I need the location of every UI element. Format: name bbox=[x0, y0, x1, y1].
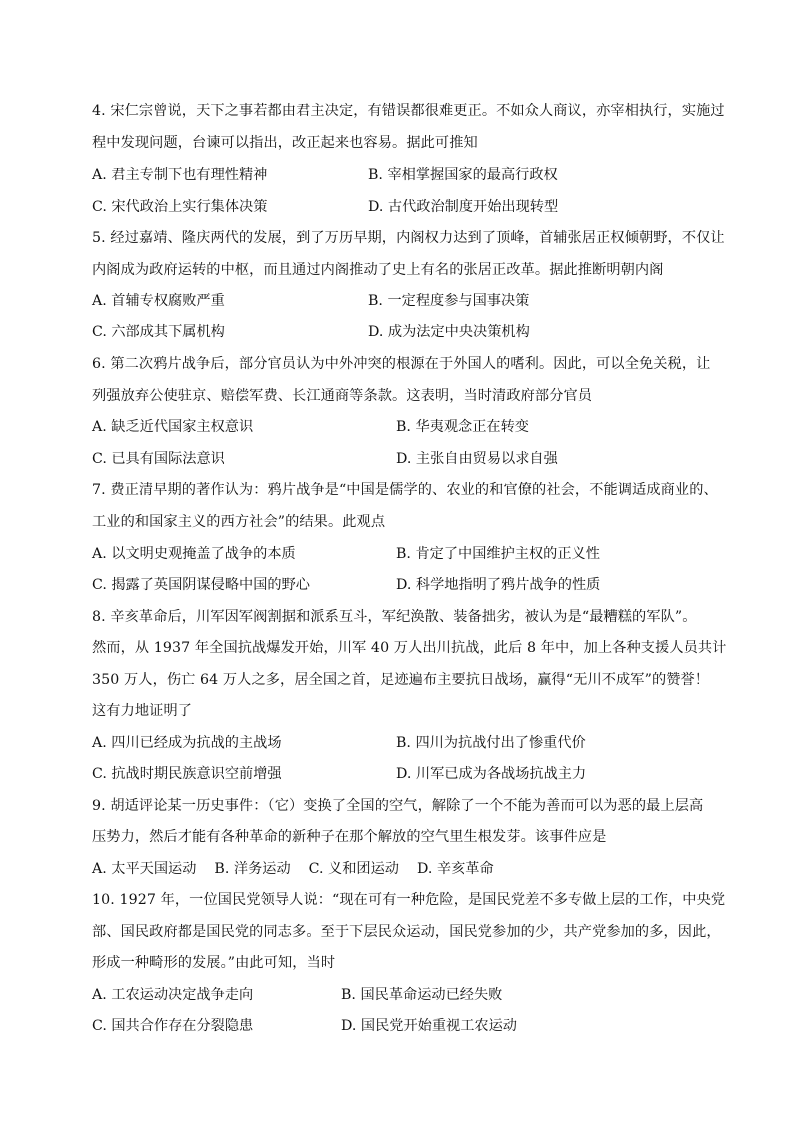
question-10-option-d: D. 国民党开始重视工农运动 bbox=[341, 1018, 517, 1034]
question-4-option-a: A. 君主专制下也有理性精神 bbox=[92, 167, 268, 183]
question-6-option-d: D. 主张自由贸易以求自强 bbox=[396, 451, 558, 467]
question-7-option-a: A. 以文明史观掩盖了战争的本质 bbox=[92, 546, 296, 562]
question-8-option-c: C. 抗战时期民族意识空前增强 bbox=[92, 766, 282, 782]
question-9-line-2: 压势力，然后才能有各种革命的新种子在那个解放的空气里生根发芽。该事件应是 bbox=[92, 829, 607, 845]
question-4-line-1: 4. 宋仁宗曾说，天下之事若都由君主决定，有错误都很难更正。不如众人商议，亦宰相执行，实施过 bbox=[92, 103, 725, 119]
question-7-option-c: C. 揭露了英国阴谋侵略中国的野心 bbox=[92, 577, 310, 593]
question-5-line-2: 内阁成为政府运转的中枢，而且通过内阁推动了史上有名的张居正改革。据此推断明朝内阁 bbox=[92, 262, 664, 278]
question-4-option-c: C. 宋代政治上实行集体决策 bbox=[92, 199, 268, 215]
question-6-line-1: 6. 第二次鸦片战争后，部分官员认为中外冲突的根源在于外国人的嗜利。因此，可以全免关税，让 bbox=[92, 356, 711, 372]
question-8-option-b: B. 四川为抗战付出了惨重代价 bbox=[396, 735, 586, 751]
question-6-option-b: B. 华夷观念正在转变 bbox=[396, 419, 529, 435]
question-8-line-4: 这有力地证明了 bbox=[92, 703, 193, 719]
question-9-line-1: 9. 胡适评论某一历史事件：（它）变换了全国的空气，解除了一个不能为善而可以为恶的最上层高 bbox=[92, 798, 704, 814]
question-7-line-1: 7. 费正清早期的著作认为：鸦片战争是“中国是儒学的、农业的和官僚的社会，不能调适成商业的、 bbox=[92, 482, 718, 498]
question-10-line-3: 形成一种畸形的发展。”由此可知，当时 bbox=[92, 955, 336, 971]
question-7-line-2: 工业的和国家主义的西方社会”的结果。此观点 bbox=[92, 514, 386, 530]
question-5-option-a: A. 首辅专权腐败严重 bbox=[92, 293, 225, 309]
question-9-options: A. 太平天国运动 B. 洋务运动 C. 义和团运动 D. 辛亥革命 bbox=[92, 861, 494, 877]
question-4-line-2: 程中发现问题，台谏可以指出，改正起来也容易。据此可推知 bbox=[92, 135, 478, 151]
question-8-option-a: A. 四川已经成为抗战的主战场 bbox=[92, 735, 282, 751]
question-5-option-c: C. 六部成其下属机构 bbox=[92, 324, 225, 340]
question-7-option-d: D. 科学地指明了鸦片战争的性质 bbox=[396, 577, 601, 593]
question-8-line-2: 然而，从 1937 年全国抗战爆发开始，川军 40 万人出川抗战，此后 8 年中，加上各种支援人员共计 bbox=[92, 640, 727, 656]
question-10-option-c: C. 国共合作存在分裂隐患 bbox=[92, 1018, 254, 1034]
question-10-line-2: 部、国民政府都是国民党的同志多。至于下层民众运动，国民党参加的少，共产党参加的多，因此， bbox=[92, 924, 721, 940]
question-10-option-a: A. 工农运动决定战争走向 bbox=[92, 987, 254, 1003]
question-5-option-b: B. 一定程度参与国事决策 bbox=[368, 293, 530, 309]
question-6-line-2: 列强放弃公使驻京、赔偿军费、长江通商等条款。这表明，当时清政府部分官员 bbox=[92, 388, 593, 404]
question-5-line-1: 5. 经过嘉靖、隆庆两代的发展，到了万历早期，内阁权力达到了顶峰，首辅张居正权倾朝野，不仅让 bbox=[92, 230, 725, 246]
question-8-option-d: D. 川军已成为各战场抗战主力 bbox=[396, 766, 587, 782]
question-5-option-d: D. 成为法定中央决策机构 bbox=[368, 324, 530, 340]
question-7-option-b: B. 肯定了中国维护主权的正义性 bbox=[396, 546, 600, 562]
question-4-option-b: B. 宰相掌握国家的最高行政权 bbox=[368, 167, 558, 183]
question-10-line-1: 10. 1927 年，一位国民党领导人说：“现在可有一种危险，是国民党差不多专做上层的工作，中央党 bbox=[92, 892, 726, 908]
question-8-line-1: 8. 辛亥革命后，川军因军阀割据和派系互斗，军纪涣散、装备拙劣，被认为是“最糟糕的军队”。 bbox=[92, 609, 697, 625]
question-4-option-d: D. 古代政治制度开始出现转型 bbox=[368, 199, 559, 215]
question-10-option-b: B. 国民革命运动已经失败 bbox=[341, 987, 503, 1003]
question-8-line-3: 350 万人，伤亡 64 万人之多，居全国之首，足迹遍布主要抗日战场，赢得“无川不成军”的赞誉！ bbox=[92, 672, 710, 688]
question-6-option-a: A. 缺乏近代国家主权意识 bbox=[92, 419, 254, 435]
question-6-option-c: C. 已具有国际法意识 bbox=[92, 451, 225, 467]
